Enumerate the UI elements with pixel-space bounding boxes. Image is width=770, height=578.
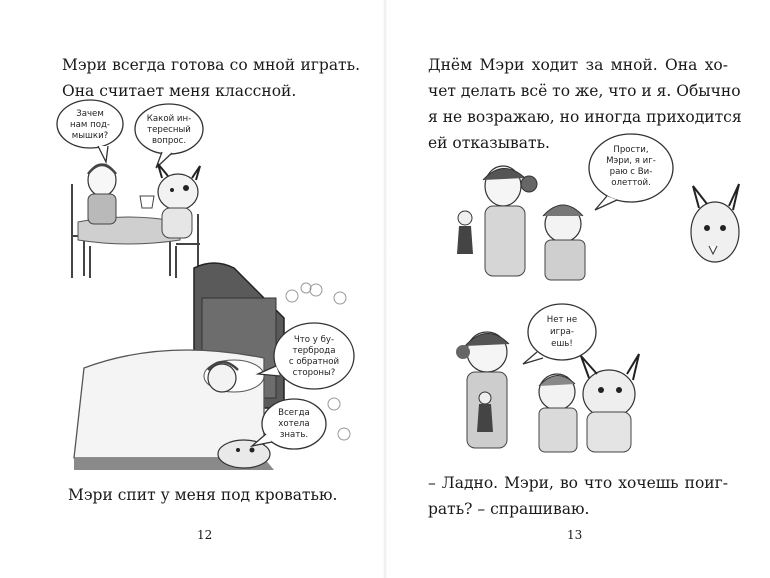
bubble-line: стороны? <box>292 368 336 378</box>
text-line: Мэри спит у меня под кроватью. <box>68 486 338 504</box>
bubble-line: вопрос. <box>151 136 187 146</box>
bubble-line: Какой ин- <box>146 114 192 124</box>
bubble-line: Всегда <box>278 408 310 418</box>
bed-illustration <box>44 258 362 478</box>
bubble-line: Зачем <box>76 109 104 119</box>
monster-figure <box>691 184 739 262</box>
bubble-line: с обратной <box>288 357 340 367</box>
page-number-right: 13 <box>567 528 583 542</box>
bubble-line: хотела <box>278 419 310 429</box>
text-line: я не возражаю, но иногда приходится <box>428 108 742 126</box>
right-page <box>385 0 770 578</box>
bubble-line: терброда <box>292 346 336 356</box>
girl-figure <box>456 332 509 448</box>
bubble-line: Прости, <box>613 145 649 155</box>
text-line: чет делать всё то же, что и я. Обычно <box>428 82 741 100</box>
right-paragraph-2 <box>428 470 728 522</box>
text-line: Она считает меня классной. <box>62 82 297 100</box>
monster-figure <box>581 354 639 452</box>
text-line: рать? – спрашиваю. <box>428 500 590 518</box>
bubble-line: тересный <box>147 125 191 135</box>
sister-figure <box>543 205 585 280</box>
bubble-line: мышки? <box>71 131 109 141</box>
speech-bubble-no <box>523 304 596 364</box>
bubble-line: Что у бу- <box>293 335 335 345</box>
left-caption <box>68 482 368 508</box>
bubble-line: Мэри, я иг- <box>606 156 656 166</box>
page-number-left: 12 <box>197 528 213 542</box>
refusal-illustration <box>425 302 665 462</box>
bubble-line: нам под- <box>69 120 111 130</box>
bubble-line: олеттой. <box>611 178 651 188</box>
speech-bubble-sorry <box>589 134 673 210</box>
speech-bubble-tea-girl <box>57 100 123 162</box>
sister-figure <box>539 374 577 452</box>
bubble-line: Нет не <box>546 315 578 325</box>
doll-figure <box>457 211 473 254</box>
speech-bubble-tea-monster <box>135 104 203 168</box>
bubble-line: ешь! <box>551 339 573 349</box>
girl-in-bed <box>208 364 236 392</box>
text-line: – Ладно. Мэри, во что хочешь поиг- <box>428 474 728 492</box>
bubble-line: знать. <box>279 430 309 440</box>
girl-figure <box>88 164 116 224</box>
girl-figure <box>483 166 537 276</box>
text-line: ей отказывать. <box>428 134 550 152</box>
bubble-line: раю с Ви- <box>609 167 653 177</box>
girls-and-monster-illustration <box>455 128 755 288</box>
text-line: Мэри всегда готова со мной играть. <box>62 56 360 74</box>
bubble-line: игра- <box>550 327 574 337</box>
text-line: Днём Мэри ходит за мной. Она хо- <box>428 56 728 74</box>
